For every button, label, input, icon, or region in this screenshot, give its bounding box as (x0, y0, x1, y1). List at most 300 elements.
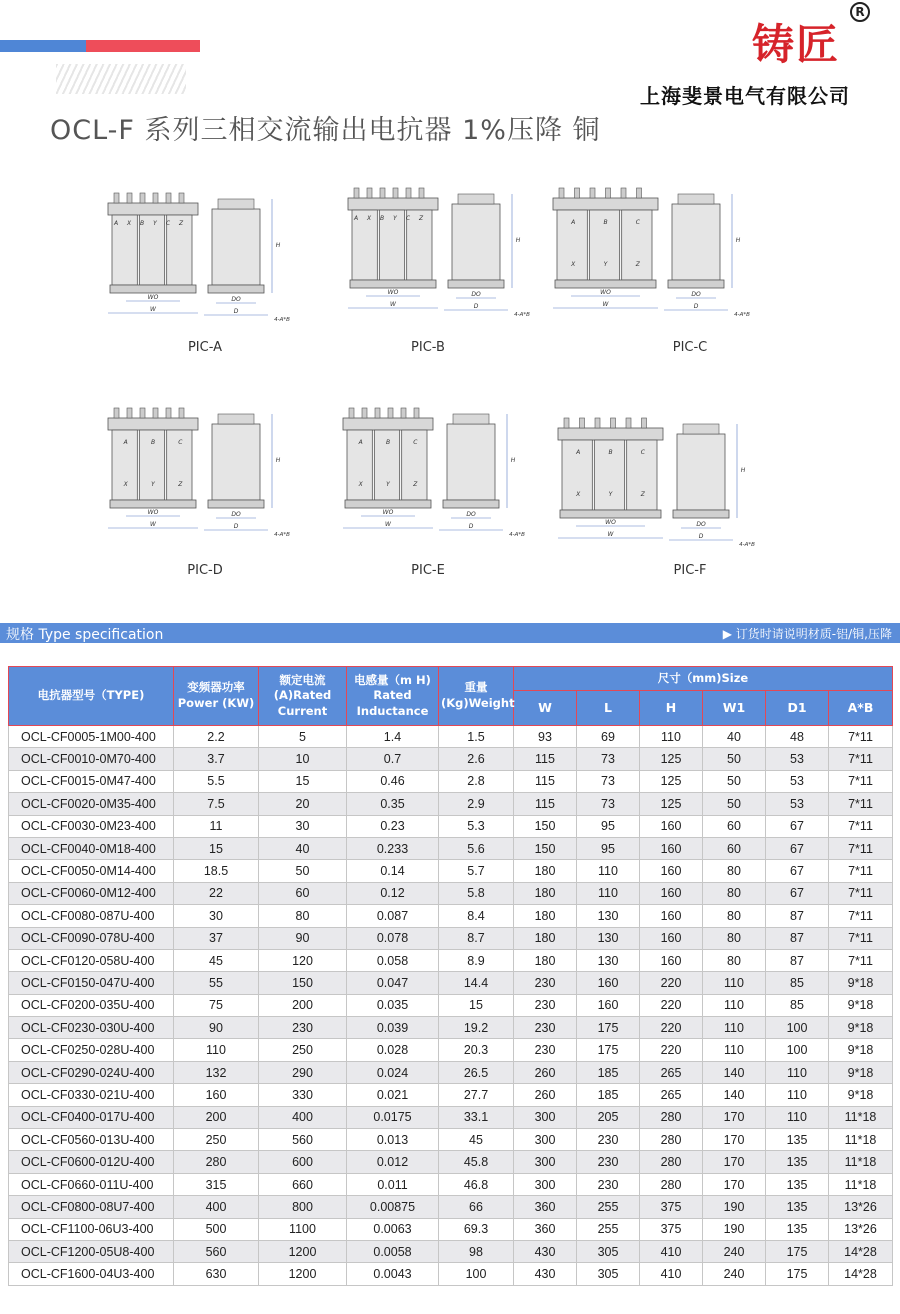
table-cell: 0.039 (347, 1017, 439, 1039)
table-cell: 7.5 (174, 793, 259, 815)
table-cell: 800 (259, 1196, 347, 1218)
side-base (448, 280, 504, 288)
table-cell: 10 (259, 748, 347, 770)
dimension-holes-label: 4-A*B (274, 317, 290, 323)
table-row (9, 1129, 893, 1151)
table-cell: 160 (577, 994, 640, 1016)
model-cell: OCL-CF0330-021U-400 (9, 1084, 174, 1106)
table-cell: 11*18 (829, 1106, 893, 1128)
table-cell: 5.6 (439, 837, 514, 859)
table-cell: 0.00875 (347, 1196, 439, 1218)
table-cell: 27.7 (439, 1084, 514, 1106)
terminal-label: B (139, 220, 145, 227)
company-name: 上海斐景电气有限公司 (640, 84, 850, 108)
table-cell: 110 (703, 972, 766, 994)
table-cell: 7*11 (829, 748, 893, 770)
table-cell: 170 (703, 1129, 766, 1151)
dimension-h-label: H (740, 467, 746, 474)
table-cell: 80 (703, 860, 766, 882)
terminal-label: Z (178, 481, 183, 488)
terminal-label: C (178, 439, 183, 446)
diagram-caption: PIC-D (187, 563, 223, 578)
terminal-bar (348, 198, 438, 210)
table-cell: 7*11 (829, 882, 893, 904)
table-cell: 0.12 (347, 882, 439, 904)
table-cell: 160 (640, 882, 703, 904)
table-cell: 305 (577, 1240, 640, 1262)
table-cell: 230 (577, 1173, 640, 1195)
table-cell: 110 (577, 860, 640, 882)
dimension-wo-label: WO (382, 509, 394, 516)
table-cell: 255 (577, 1218, 640, 1240)
table-cell: 300 (514, 1173, 577, 1195)
table-cell: 160 (640, 905, 703, 927)
table-cell: 60 (703, 837, 766, 859)
header-weight: 重量 (Kg)Weight (439, 667, 514, 726)
table-cell: 5.5 (174, 770, 259, 792)
terminal-label: A (576, 449, 581, 456)
dimension-w-label: W (390, 301, 396, 308)
table-cell: 80 (703, 905, 766, 927)
table-cell: 13*26 (829, 1218, 893, 1240)
table-cell: 110 (766, 1061, 829, 1083)
model-cell: OCL-CF1600-04U3-400 (9, 1263, 174, 1285)
table-cell: 110 (703, 1017, 766, 1039)
side-base (673, 510, 729, 518)
table-cell: 9*18 (829, 1039, 893, 1061)
model-cell: OCL-CF1100-06U3-400 (9, 1218, 174, 1240)
table-row (9, 1263, 893, 1285)
terminal-post (393, 188, 398, 198)
table-cell: 400 (259, 1106, 347, 1128)
table-cell: 135 (766, 1218, 829, 1240)
table-cell: 14.4 (439, 972, 514, 994)
table-cell: 600 (259, 1151, 347, 1173)
dimension-d-label: D (693, 303, 699, 310)
table-cell: 300 (514, 1151, 577, 1173)
header-inductance: 电感量（m H) Rated Inductance (347, 667, 439, 726)
dimension-d-label: D (233, 523, 239, 530)
side-view (447, 424, 495, 500)
table-cell: 120 (259, 949, 347, 971)
table-cell: 100 (439, 1263, 514, 1285)
dimension-do-label: DO (231, 511, 241, 518)
terminal-label: B (379, 215, 385, 222)
terminal-label: A (571, 219, 576, 226)
table-cell: 48 (766, 726, 829, 748)
terminal-label: A (113, 220, 119, 227)
dimension-wo-label: WO (147, 509, 159, 516)
table-cell: 26.5 (439, 1061, 514, 1083)
model-cell: OCL-CF0040-0M18-400 (9, 837, 174, 859)
table-cell: 73 (577, 793, 640, 815)
page-title: OCL-F 系列三相交流输出电抗器 1%压降 铜 (50, 115, 601, 146)
table-cell: 190 (703, 1218, 766, 1240)
model-cell: OCL-CF0080-087U-400 (9, 905, 174, 927)
header-size-h: H (640, 691, 703, 726)
table-cell: 150 (259, 972, 347, 994)
table-cell: 9*18 (829, 972, 893, 994)
table-cell: 14*28 (829, 1263, 893, 1285)
dimension-wo-label: WO (387, 289, 399, 296)
terminal-label: B (150, 439, 156, 446)
table-cell: 0.46 (347, 770, 439, 792)
table-cell: 46.8 (439, 1173, 514, 1195)
terminal-post (388, 408, 393, 418)
diagram-pic-b (340, 180, 540, 335)
terminal-label: C (413, 439, 418, 446)
table-cell: 140 (703, 1084, 766, 1106)
table-cell: 8.9 (439, 949, 514, 971)
terminal-post (406, 188, 411, 198)
table-cell: 110 (766, 1106, 829, 1128)
table-cell: 175 (577, 1039, 640, 1061)
dimension-holes-label: 4-A*B (734, 312, 750, 318)
table-row (9, 1061, 893, 1083)
terminal-post (114, 193, 119, 203)
dimension-h-label: H (275, 457, 281, 464)
table-row (9, 994, 893, 1016)
table-cell: 160 (174, 1084, 259, 1106)
side-base (443, 500, 499, 508)
table-cell: 75 (174, 994, 259, 1016)
diagram-pic-a (100, 185, 300, 335)
table-cell: 69.3 (439, 1218, 514, 1240)
dimension-do-label: DO (466, 511, 476, 518)
table-cell: 93 (514, 726, 577, 748)
table-cell: 175 (577, 1017, 640, 1039)
terminal-post (611, 418, 616, 428)
model-cell: OCL-CF0230-030U-400 (9, 1017, 174, 1039)
table-cell: 200 (259, 994, 347, 1016)
spec-band (0, 623, 900, 643)
table-cell: 0.012 (347, 1151, 439, 1173)
table-row (9, 1039, 893, 1061)
table-cell: 90 (174, 1017, 259, 1039)
table-cell: 375 (640, 1218, 703, 1240)
spec-table (8, 666, 893, 1286)
terminal-post (590, 188, 595, 198)
table-cell: 5.7 (439, 860, 514, 882)
diagram-pic-e (335, 400, 535, 555)
table-cell: 150 (514, 837, 577, 859)
table-cell: 125 (640, 770, 703, 792)
dimension-wo-label: WO (605, 519, 616, 526)
table-cell: 2.9 (439, 793, 514, 815)
table-cell: 7*11 (829, 927, 893, 949)
dimension-w-label: W (385, 521, 391, 528)
table-cell: 150 (514, 815, 577, 837)
order-note: ▶ 订货时请说明材质-铝/铜,压降 (722, 627, 892, 641)
table-cell: 290 (259, 1061, 347, 1083)
table-cell: 230 (577, 1129, 640, 1151)
side-view (212, 209, 260, 285)
table-cell: 0.028 (347, 1039, 439, 1061)
base-plate (110, 500, 196, 508)
terminal-label: Y (603, 261, 608, 268)
terminal-bar (108, 203, 198, 215)
terminal-label: C (640, 449, 645, 456)
terminal-post (179, 193, 184, 203)
dimension-do-label: DO (696, 521, 706, 528)
terminal-post (559, 188, 564, 198)
table-cell: 160 (640, 815, 703, 837)
table-cell: 500 (174, 1218, 259, 1240)
model-cell: OCL-CF0250-028U-400 (9, 1039, 174, 1061)
table-cell: 280 (640, 1129, 703, 1151)
terminal-post (140, 193, 145, 203)
terminal-post (362, 408, 367, 418)
table-cell: 80 (259, 905, 347, 927)
table-cell: 15 (439, 994, 514, 1016)
table-cell: 0.23 (347, 815, 439, 837)
terminal-post (380, 188, 385, 198)
terminal-label: C (165, 220, 171, 227)
table-row (9, 1218, 893, 1240)
table-cell: 0.021 (347, 1084, 439, 1106)
table-cell: 2.6 (439, 748, 514, 770)
model-cell: OCL-CF0090-078U-400 (9, 927, 174, 949)
table-row (9, 1106, 893, 1128)
table-cell: 2.8 (439, 770, 514, 792)
table-cell: 15 (174, 837, 259, 859)
side-bracket (218, 414, 254, 424)
table-cell: 300 (514, 1106, 577, 1128)
side-view (452, 204, 500, 280)
table-cell: 125 (640, 748, 703, 770)
dimension-d-label: D (468, 523, 474, 530)
terminal-post (367, 188, 372, 198)
table-cell: 110 (174, 1039, 259, 1061)
registered-mark-icon: R (850, 2, 870, 22)
table-cell: 0.0175 (347, 1106, 439, 1128)
table-cell: 7*11 (829, 860, 893, 882)
table-cell: 50 (259, 860, 347, 882)
terminal-label: X (571, 261, 576, 268)
terminal-post (642, 418, 647, 428)
table-cell: 1200 (259, 1263, 347, 1285)
table-cell: 7*11 (829, 949, 893, 971)
table-cell: 130 (577, 905, 640, 927)
terminal-post (401, 408, 406, 418)
model-cell: OCL-CF0120-058U-400 (9, 949, 174, 971)
table-cell: 53 (766, 793, 829, 815)
table-cell: 100 (766, 1039, 829, 1061)
table-cell: 7*11 (829, 815, 893, 837)
table-cell: 0.058 (347, 949, 439, 971)
terminal-post (621, 188, 626, 198)
dimension-d-label: D (473, 303, 479, 310)
table-cell: 115 (514, 770, 577, 792)
dimension-holes-label: 4-A*B (274, 532, 290, 538)
table-cell: 170 (703, 1173, 766, 1195)
table-row (9, 837, 893, 859)
base-plate (110, 285, 196, 293)
terminal-post (166, 193, 171, 203)
table-cell: 255 (577, 1196, 640, 1218)
table-cell: 430 (514, 1240, 577, 1262)
table-row (9, 1173, 893, 1195)
header-size: 尺寸（mm)Size (514, 667, 893, 691)
table-cell: 67 (766, 882, 829, 904)
terminal-label: Y (153, 220, 157, 227)
terminal-post (166, 408, 171, 418)
table-cell: 1.5 (439, 726, 514, 748)
table-cell: 100 (766, 1017, 829, 1039)
table-cell: 50 (703, 748, 766, 770)
table-cell: 80 (703, 927, 766, 949)
accent-bar-red (86, 40, 200, 52)
table-cell: 160 (577, 972, 640, 994)
dimension-do-label: DO (691, 291, 701, 298)
model-cell: OCL-CF0015-0M47-400 (9, 770, 174, 792)
table-cell: 85 (766, 972, 829, 994)
model-cell: OCL-CF0010-0M70-400 (9, 748, 174, 770)
terminal-label: B (603, 219, 608, 226)
table-cell: 87 (766, 949, 829, 971)
table-cell: 9*18 (829, 994, 893, 1016)
model-cell: OCL-CF0660-011U-400 (9, 1173, 174, 1195)
table-cell: 9*18 (829, 1061, 893, 1083)
diagram-caption: PIC-A (187, 340, 223, 355)
table-cell: 67 (766, 837, 829, 859)
table-cell: 0.011 (347, 1173, 439, 1195)
table-cell: 1100 (259, 1218, 347, 1240)
dimension-holes-label: 4-A*B (509, 532, 525, 538)
terminal-post (179, 408, 184, 418)
table-cell: 140 (703, 1061, 766, 1083)
table-row (9, 1196, 893, 1218)
table-cell: 0.035 (347, 994, 439, 1016)
terminal-post (419, 188, 424, 198)
model-cell: OCL-CF0060-0M12-400 (9, 882, 174, 904)
table-row (9, 748, 893, 770)
table-cell: 135 (766, 1173, 829, 1195)
dimension-holes-label: 4-A*B (739, 542, 755, 548)
table-cell: 98 (439, 1240, 514, 1262)
table-cell: 220 (640, 1017, 703, 1039)
terminal-post (564, 418, 569, 428)
base-plate (560, 510, 661, 518)
table-cell: 0.024 (347, 1061, 439, 1083)
diagram-pic-d (100, 400, 325, 550)
table-row (9, 949, 893, 971)
table-cell: 0.0058 (347, 1240, 439, 1262)
table-cell: 7*11 (829, 793, 893, 815)
table-cell: 360 (514, 1218, 577, 1240)
header-size-l: L (577, 691, 640, 726)
table-cell: 200 (174, 1106, 259, 1128)
terminal-label: Y (608, 491, 613, 498)
terminal-label: Z (413, 481, 418, 488)
model-cell: OCL-CF0290-024U-400 (9, 1061, 174, 1083)
table-cell: 190 (703, 1196, 766, 1218)
table-cell: 280 (640, 1106, 703, 1128)
table-cell: 110 (577, 882, 640, 904)
table-cell: 170 (703, 1151, 766, 1173)
table-row (9, 793, 893, 815)
base-plate (350, 280, 436, 288)
model-cell: OCL-CF0030-0M23-400 (9, 815, 174, 837)
table-cell: 135 (766, 1151, 829, 1173)
table-cell: 1.4 (347, 726, 439, 748)
table-cell: 0.7 (347, 748, 439, 770)
table-row (9, 770, 893, 792)
model-cell: OCL-CF0600-012U-400 (9, 1151, 174, 1173)
table-cell: 60 (703, 815, 766, 837)
terminal-post (153, 408, 158, 418)
table-cell: 37 (174, 927, 259, 949)
terminal-post (127, 193, 132, 203)
model-cell: OCL-CF0005-1M00-400 (9, 726, 174, 748)
table-cell: 160 (640, 837, 703, 859)
model-cell: OCL-CF0150-047U-400 (9, 972, 174, 994)
terminal-label: X (358, 481, 363, 488)
brand-logo: 铸匠 (752, 20, 841, 69)
table-cell: 180 (514, 860, 577, 882)
terminal-bar (108, 418, 198, 430)
side-view (677, 434, 725, 510)
header-current: 额定电流 (A)Rated Current (259, 667, 347, 726)
table-cell: 240 (703, 1240, 766, 1262)
diagram-caption: PIC-C (672, 340, 708, 355)
table-cell: 220 (640, 1039, 703, 1061)
table-row (9, 1240, 893, 1262)
dimension-do-label: DO (231, 296, 241, 303)
terminal-post (140, 408, 145, 418)
table-cell: 14*28 (829, 1240, 893, 1262)
base-plate (555, 280, 656, 288)
table-cell: 160 (640, 949, 703, 971)
table-cell: 135 (766, 1196, 829, 1218)
table-cell: 110 (703, 994, 766, 1016)
side-base (208, 285, 264, 293)
table-cell: 0.013 (347, 1129, 439, 1151)
dimension-d-label: D (698, 533, 704, 540)
model-cell: OCL-CF0800-08U7-400 (9, 1196, 174, 1218)
table-cell: 5.8 (439, 882, 514, 904)
table-cell: 265 (640, 1061, 703, 1083)
table-row (9, 927, 893, 949)
decorative-stripes (56, 64, 186, 94)
table-cell: 8.7 (439, 927, 514, 949)
table-cell: 160 (640, 860, 703, 882)
table-cell: 90 (259, 927, 347, 949)
table-cell: 20.3 (439, 1039, 514, 1061)
table-cell: 185 (577, 1061, 640, 1083)
dimension-wo-label: WO (600, 289, 611, 296)
table-cell: 220 (640, 972, 703, 994)
side-view (672, 204, 720, 280)
table-cell: 110 (766, 1084, 829, 1106)
table-cell: 305 (577, 1263, 640, 1285)
table-cell: 115 (514, 748, 577, 770)
terminal-post (114, 408, 119, 418)
table-cell: 18.5 (174, 860, 259, 882)
table-cell: 132 (174, 1061, 259, 1083)
model-cell: OCL-CF0560-013U-400 (9, 1129, 174, 1151)
table-row (9, 1084, 893, 1106)
table-cell: 0.35 (347, 793, 439, 815)
header-size-w: W (514, 691, 577, 726)
table-cell: 230 (259, 1017, 347, 1039)
table-cell: 330 (259, 1084, 347, 1106)
terminal-label: X (123, 481, 128, 488)
dimension-wo-label: WO (147, 294, 159, 301)
dimension-w-label: W (607, 531, 614, 538)
reactor-drawing (550, 410, 790, 555)
table-cell: 45 (439, 1129, 514, 1151)
